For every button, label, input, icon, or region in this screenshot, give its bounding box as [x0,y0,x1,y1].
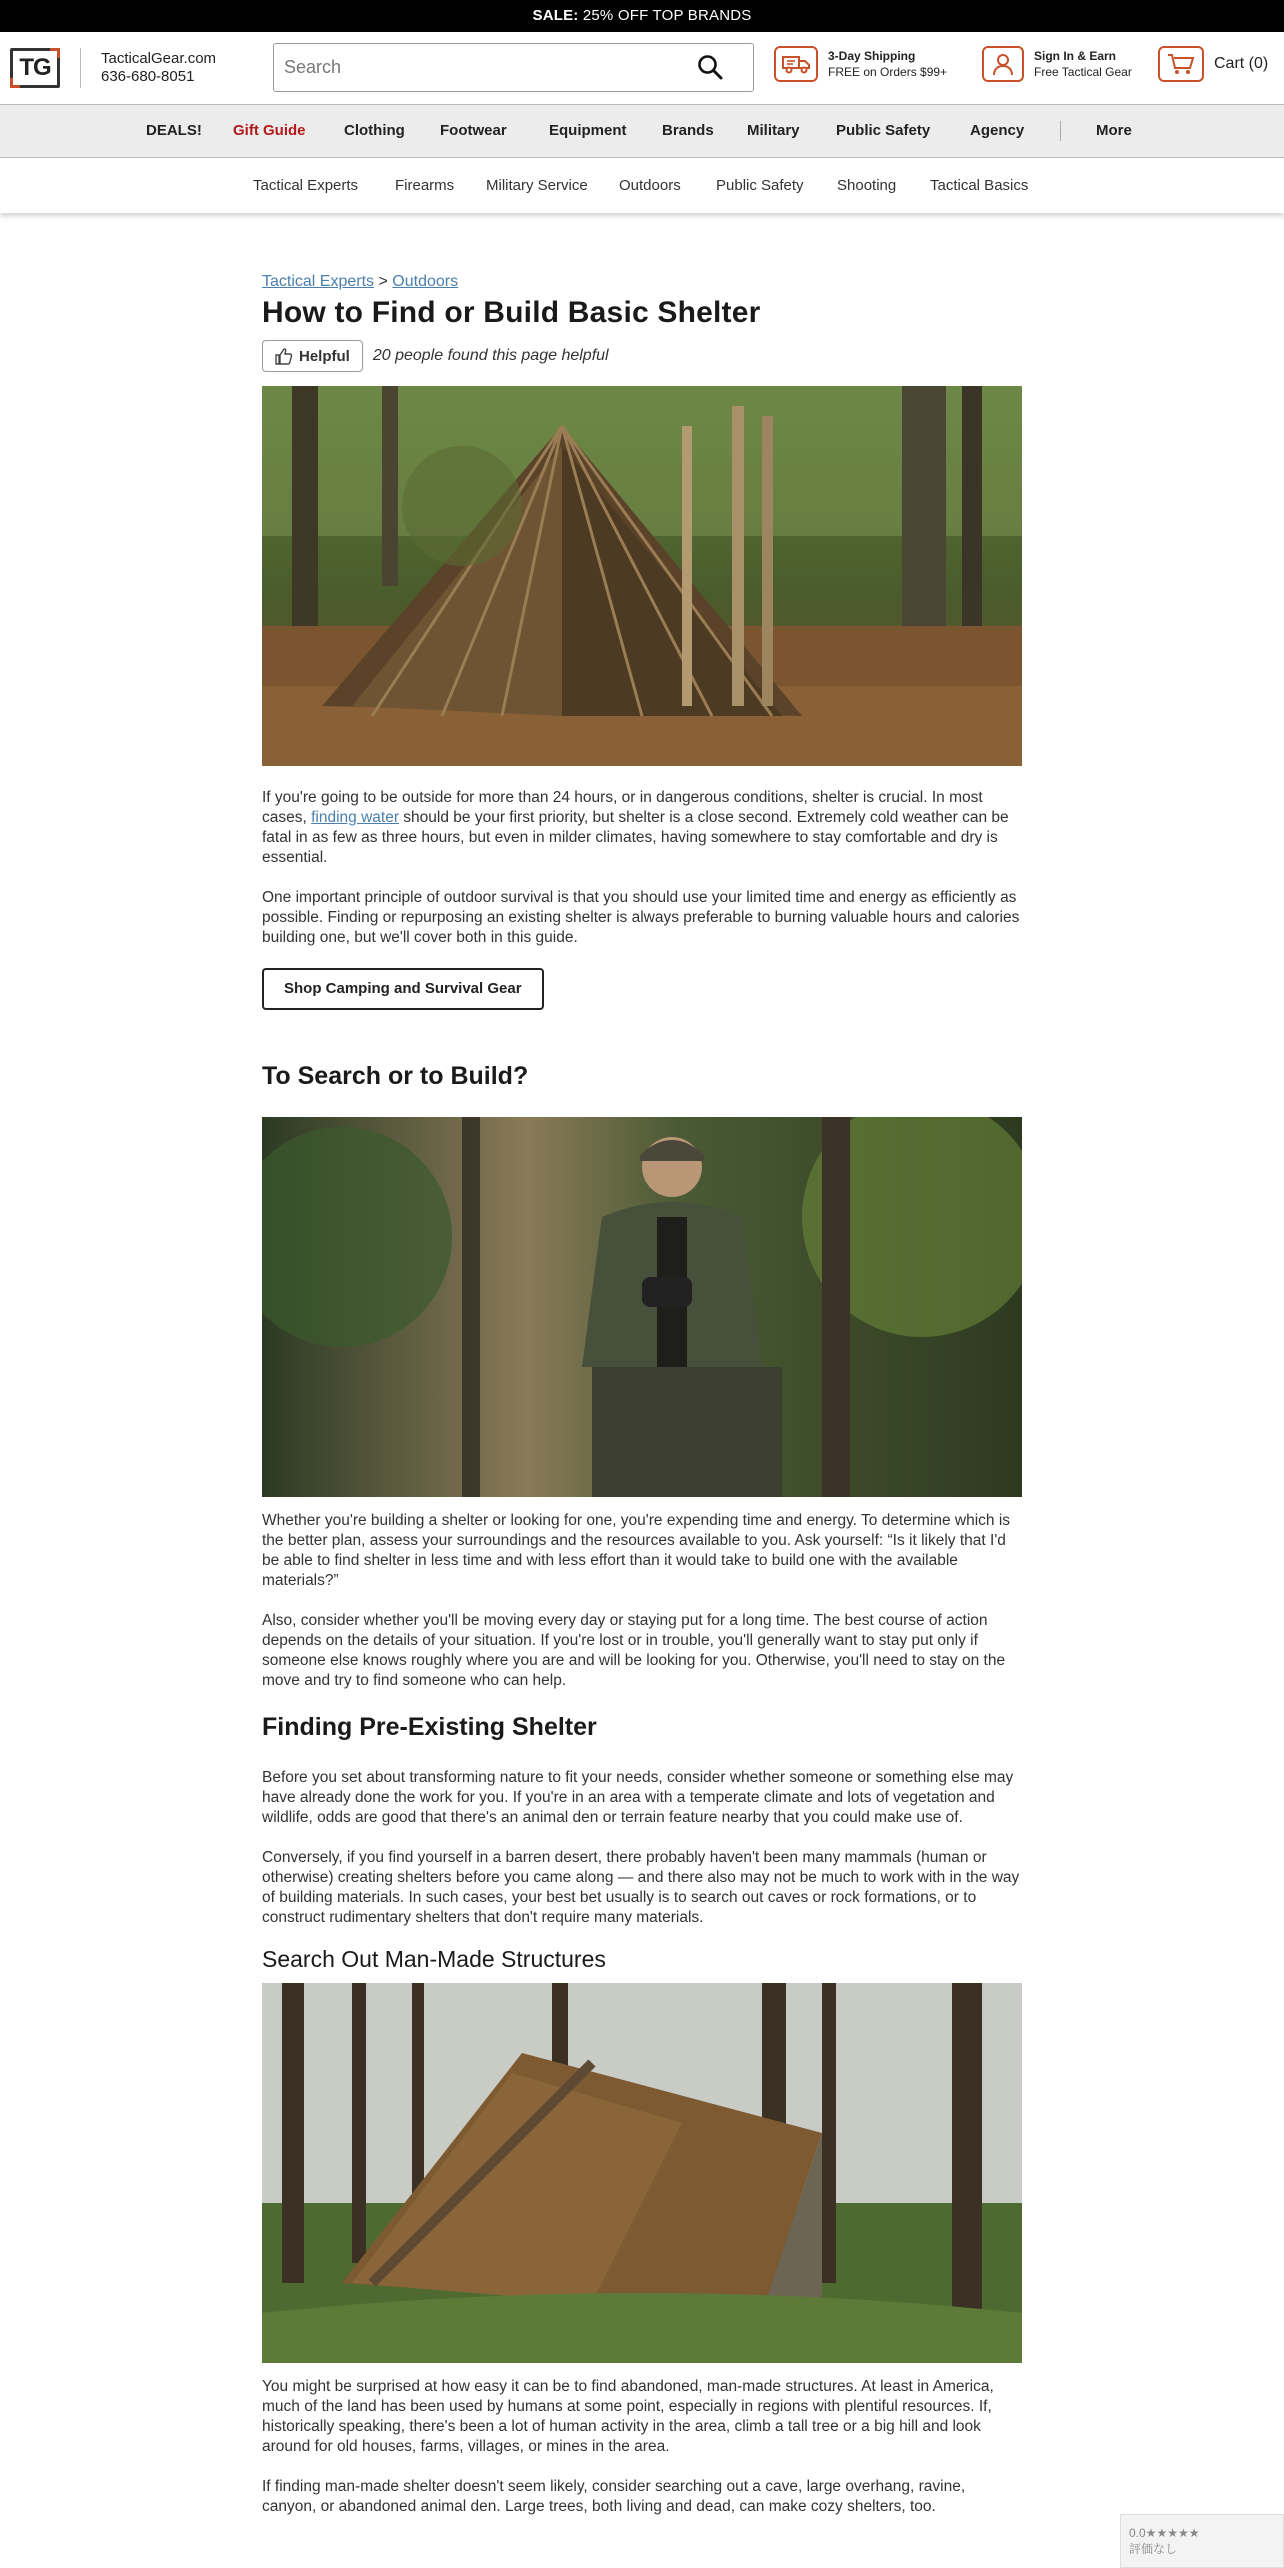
intro-paragraph-2: One important principle of outdoor survival is that you should use your limited time and energy as efficiently as possible. Finding or repurposing an existing shelter is always preferable to burning valuable hours and calories building one, but we'll cover both in this guide. [262,889,1020,946]
nav-equipment[interactable]: Equipment [549,122,627,139]
page-title: How to Find or Build Basic Shelter [262,296,761,329]
manmade-paragraph-2: If finding man-made shelter doesn't seem likely, consider searching out a cave, large overhang, ravine, canyon, or abandoned animal den. Large trees, both living and dead, can make cozy shelters, too. [262,2478,966,2515]
review-label: 評価なし [1129,2542,1178,2556]
breadcrumb-tactical-experts[interactable]: Tactical Experts [262,273,375,290]
promo-strong: SALE: [532,7,579,24]
search-box [273,43,754,92]
article [262,272,1022,2517]
cart-label: Cart (0) [1214,55,1269,72]
shipping-title: 3-Day Shipping [828,49,916,63]
search-input[interactable] [274,48,694,88]
subnav-shooting[interactable]: Shooting [837,177,897,194]
nav-gift-guide[interactable]: Gift Guide [233,122,306,139]
shelter-photo [262,386,1022,766]
heading-finding-shelter: Finding Pre-Existing Shelter [262,1713,597,1741]
shipping-info[interactable] [774,46,947,82]
secondary-nav [0,159,1284,213]
subnav-firearms[interactable]: Firearms [395,177,455,194]
review-badge[interactable] [1120,2514,1284,2568]
breadcrumb-outdoors[interactable]: Outdoors [392,273,459,290]
nav-agency[interactable]: Agency [970,122,1025,139]
nav-clothing[interactable]: Clothing [344,122,405,139]
manmade-paragraph-1: You might be surprised at how easy it can be to find abandoned, man-made structures. At least in America, much of the land has been used by humans at some point, especially in regions with plentiful resources. If, historically speaking, there's been a lot of human activity in the area, climb a tall tree or a big hill and look around for old houses, farms, villages, or mines in the area. [262,2378,994,2455]
sign-in-text [1034,48,1132,80]
site-header [0,32,1284,104]
shipping-sub: FREE on Orders $99+ [828,65,948,79]
search-icon[interactable] [697,54,723,80]
cart-icon [1158,46,1204,82]
subnav-tactical-experts[interactable]: Tactical Experts [253,177,359,194]
nav-footwear[interactable]: Footwear [440,122,507,139]
shop-camping-button[interactable]: Shop Camping and Survival Gear [262,968,544,1010]
promo-banner[interactable] [0,0,1284,32]
breadcrumb [262,272,1022,292]
subnav-outdoors[interactable]: Outdoors [619,177,681,194]
promo-text: 25% OFF TOP BRANDS [578,7,752,24]
primary-nav [0,104,1284,158]
site-name: TacticalGear.com [101,50,217,67]
nav-public-safety[interactable]: Public Safety [836,122,931,139]
phone-number[interactable]: 636-680-8051 [101,68,195,85]
nav-brands[interactable]: Brands [662,122,714,139]
header-divider [80,48,81,88]
shipping-text [828,48,947,80]
hut-photo [262,1983,1022,2363]
breadcrumb-separator: > [378,273,388,290]
helpful-label: Helpful [299,347,350,365]
hiker-photo [262,1117,1022,1497]
helpful-row [262,340,1022,372]
user-icon [982,46,1024,82]
nav-separator [1060,121,1061,141]
intro-paragraph-1: If you're going to be outside for more than 24 hours, or in dangerous conditions, shelter is crucial. In most cases, finding water should be your first priority, but shelter is a close second. Extremely cold weather can be fatal in as few as three hours, but even in milder climates, having somewhere to stay comfortable and dry is essential. [262,789,1009,866]
helpful-button[interactable] [262,340,363,372]
nav-military[interactable]: Military [747,122,800,139]
site-info [101,50,216,86]
review-stars: 0.0★★★★★ [1129,2526,1200,2540]
sign-in-link[interactable] [982,46,1132,82]
search-paragraph-2: Also, consider whether you'll be moving every day or staying put for a long time. The best course of action depends on the details of your situation. If you're lost or in trouble, you'll generally want to stay put only if someone else knows roughly where you are and will be looking for you. Otherwise, you'll need to stay on the move and try to find someone who can help. [262,1612,1006,1689]
finding-paragraph-1: Before you set about transforming nature to fit your needs, consider whether someone or something else may have already done the work for you. If you're in an area with a temperate climate and lots of vegetation and wildlife, odds are good that there's an animal den or terrain feature nearby that you could make use of. [262,1769,1014,1826]
site-logo[interactable] [10,48,60,88]
sign-in-sub: Free Tactical Gear [1034,65,1132,79]
helpful-count: 20 people found this page helpful [372,347,609,364]
sign-in-title: Sign In & Earn [1034,49,1117,63]
finding-paragraph-2: Conversely, if you find yourself in a barren desert, there probably haven't been many mammals (human or otherwise) creating shelters before you came along — and there also may not be much to work with in the way of building materials. In such cases, your best bet usually is to search out caves or rock formations, or to construct rudimentary shelters that don't require many materials. [262,1849,1020,1926]
thumbs-up-icon [275,347,293,365]
finding-water-link[interactable]: finding water [311,809,399,826]
subnav-public-safety[interactable]: Public Safety [716,177,804,194]
search-paragraph-1: Whether you're building a shelter or looking for one, you're expending time and energy. To determine which is the better plan, assess your surroundings and the resources available to you. Ask yourself: “Is it likely that I'd be able to find shelter in less time and with less effort than it would take to build one with the available materials?” [262,1512,1011,1589]
nav-deals[interactable]: DEALS! [146,122,202,139]
heading-man-made-structures: Search Out Man-Made Structures [262,1946,606,1972]
cart-link[interactable] [1158,46,1268,82]
subnav-military-service[interactable]: Military Service [486,177,588,194]
nav-more[interactable]: More [1096,122,1132,139]
subnav-tactical-basics[interactable]: Tactical Basics [930,177,1029,194]
truck-icon [774,46,818,82]
logo-text: TG [19,54,51,81]
heading-search-or-build: To Search or to Build? [262,1062,529,1090]
